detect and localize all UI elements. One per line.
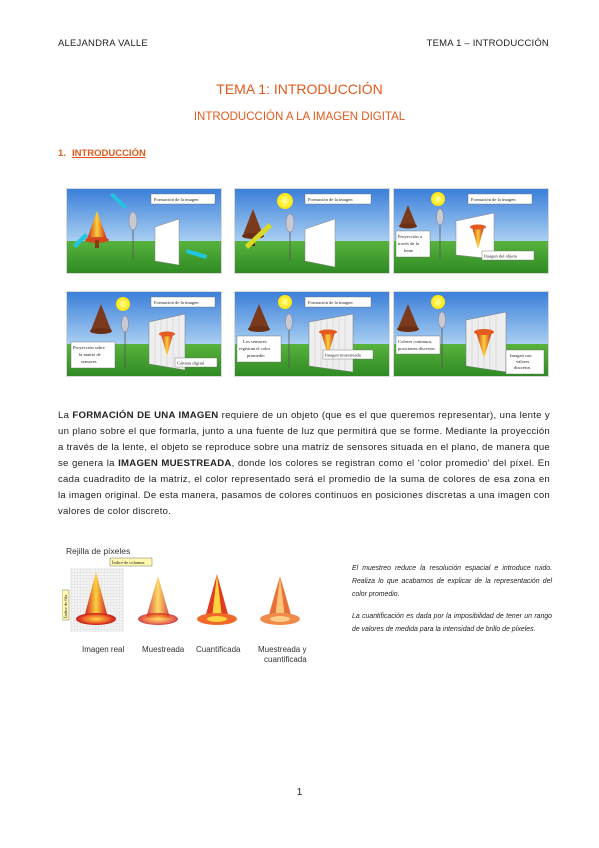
svg-text:Imagen muestreada: Imagen muestreada [325, 352, 361, 358]
section-label: INTRODUCCIÓN [71, 148, 146, 159]
figure-panel-4 [66, 291, 222, 377]
svg-text:la matriz de: la matriz de [79, 352, 101, 357]
figure-panel-2 [234, 188, 390, 274]
panel-caption: Formación de la imagen [471, 197, 516, 202]
svg-text:discretos: discretos [514, 365, 531, 370]
caption-sampled-quantized-2: cuantificada [264, 655, 307, 664]
note-sampling: El muestreo reduce la resolución espacial e introduce ruido. Realiza lo que acabamos de explicar de la representación del color promedio. [352, 565, 552, 598]
caption-sampled: Muestreada [142, 645, 185, 654]
term-formacion: FORMACIÓN DE UNA IMAGEN [72, 410, 219, 421]
figure-panel-6 [393, 291, 549, 377]
panel-caption: Formación de la imagen [308, 197, 353, 202]
note-quantization: La cuantificación es dada por la imposibilidad de tener un rango de valores de medida para la intensidad de brillo de píxeles. [352, 613, 552, 633]
caption-sampled-quantized-1: Muestreada y [258, 645, 307, 654]
svg-text:promedio: promedio [247, 353, 265, 358]
figure-panel-3 [393, 188, 549, 274]
figure-panel-1 [66, 188, 222, 274]
page-subtitle: INTRODUCCIÓN A LA IMAGEN DIGITAL [193, 111, 406, 123]
image-plane [155, 219, 179, 265]
sampling-figure [62, 542, 334, 672]
section-heading [58, 148, 146, 159]
svg-text:posiciones discretas: posiciones discretas [398, 346, 435, 351]
svg-text:registran el color: registran el color [239, 346, 271, 351]
svg-text:Imagen del objeto: Imagen del objeto [484, 253, 518, 259]
header-author: ALEJANDRA VALLE [58, 38, 148, 49]
cone-sampled [146, 576, 170, 618]
sun-icon [277, 193, 293, 209]
caption-quantized: Cuantificada [196, 645, 241, 654]
svg-text:Proyección sobre: Proyección sobre [73, 345, 105, 350]
column-index-label: Índice de columna [112, 560, 145, 565]
svg-text:Imagen con: Imagen con [510, 353, 532, 358]
svg-text:Los sensores: Los sensores [243, 339, 267, 344]
svg-text:Cámara digital: Cámara digital [177, 360, 205, 366]
grid-title: Rejilla de píxeles [66, 546, 131, 556]
term-imagen-muestreada: IMAGEN MUESTREADA [118, 458, 232, 469]
panel-caption: Formación de la imagen [154, 197, 199, 202]
svg-text:Formación de la imagen: Formación de la imagen [308, 300, 353, 305]
caption-real: Imagen real [82, 645, 125, 654]
svg-text:valores: valores [516, 359, 530, 364]
section-number: 1. [58, 148, 66, 159]
svg-text:Formación de la imagen: Formación de la imagen [154, 300, 199, 305]
figure-panel-5 [234, 291, 390, 377]
intro-paragraph: La FORMACIÓN DE UNA IMAGEN requiere de un objeto (que es el que queremos representar), una lente y un plano sobre el que formarla, junto a una fuente de luz que permitirá que se forme. Mediante la proyección a través de la lente, el objeto se reproduce sobre una matriz de sensores situada en el plano, de manera que se genera la IMAGEN MUESTREADA, donde los colores se registran como el ‘color promedio’ del píxel. En cada cuadradito de la matriz, el color representado será el promedio de la suma de colores de esa zona en la imagen original. De esta manera, pasamos de colores continuos en posiciones discretas a una imagen con valores de color discreto. [58, 410, 550, 517]
lens [129, 212, 137, 230]
svg-text:sensores: sensores [81, 359, 97, 364]
side-notes [352, 562, 552, 645]
page-title: TEMA 1: INTRODUCCIÓN [216, 81, 383, 97]
svg-text:través de la: través de la [398, 241, 419, 246]
page-number: 1 [296, 787, 303, 798]
row-index-label: Índice de fila [63, 594, 68, 618]
header-topic: TEMA 1 – INTRODUCCIÓN [426, 38, 549, 49]
svg-text:Proyección a: Proyección a [398, 234, 422, 239]
svg-text:lente: lente [404, 248, 413, 253]
svg-text:Colores continuos,: Colores continuos, [398, 339, 433, 344]
